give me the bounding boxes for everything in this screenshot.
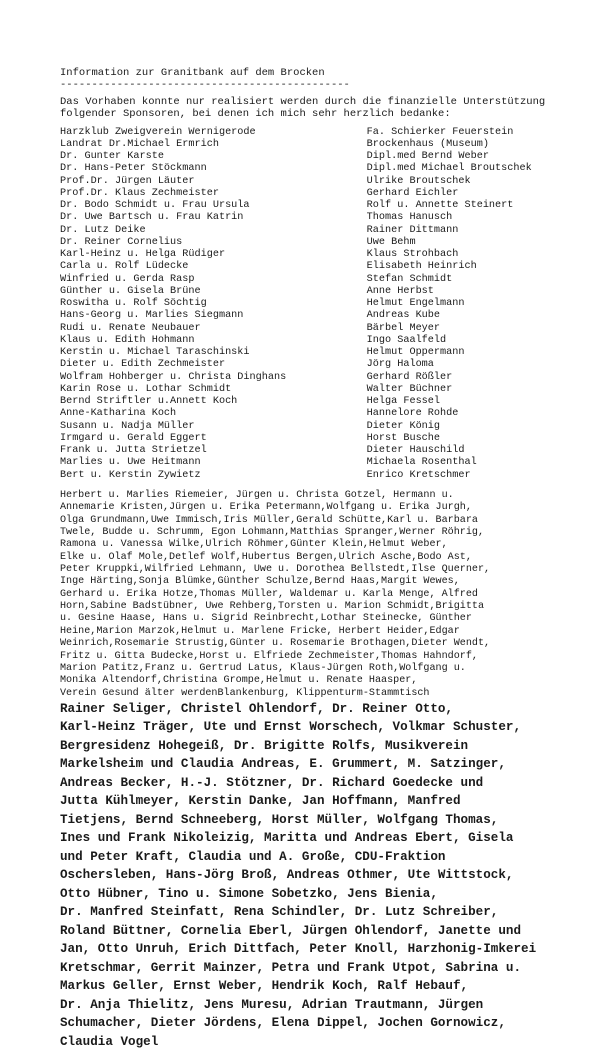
sponsor-name: Günther u. Gisela Brüne (60, 285, 201, 297)
sponsor-paragraph-bold (60, 700, 600, 1051)
sponsor-text-line: Annemarie Kristen,Jürgen u. Erika Petermann,Wolfgang u. Erika Jurgh, (60, 502, 472, 514)
sponsor-text-line: Weinrich,Rosemarie Strustig,Günter u. Rosemarie Brothagen,Dieter Wendt, (60, 638, 491, 650)
sponsor-name: Hannelore Rohde (366, 408, 459, 420)
sponsor-text-line: Olga Grundmann,Uwe Immisch,Iris Müller,Gerald Schütte,Karl u. Barbara (60, 514, 478, 526)
sponsor-name: Dieter König (366, 420, 441, 432)
sponsor-text-line: Inge Härting,Sonja Blümke,Günther Schulze,Bernd Haas,Margit Wewes, (60, 576, 460, 588)
sponsor-text-line: Horn,Sabine Badstübner, Uwe Rehberg,Torsten u. Marion Schmidt,Brigitta (60, 601, 485, 613)
sponsor-text-line: Ramona u. Vanessa Wilke,Ulrich Röhmer,Günter Klein,Helmut Weber, (60, 539, 448, 551)
sponsor-text-line: Jutta Kühlmeyer, Kerstin Danke, Jan Hoffmann, Manfred (60, 794, 461, 809)
sponsor-text-line: Monika Altendorf,Christina Grompe,Helmut u. Renate Haasper, (60, 675, 418, 687)
sponsor-text-line: Herbert u. Marlies Riemeier, Jürgen u. Christa Gotzel, Hermann u. (60, 489, 454, 501)
sponsor-name: Helmut Engelmann (366, 298, 465, 310)
sponsor-name: Jörg Haloma (366, 359, 434, 371)
sponsor-text-line: Peter Kruppki,Wilfried Lehmann, Uwe u. Dorothea Bellstedt,Ilse Querner, (60, 564, 491, 575)
sponsor-text-line: Rainer Seliger, Christel Ohlendorf, Dr. Reiner Otto, (60, 701, 453, 716)
sponsor-name: Gerhard Eichler (366, 187, 459, 199)
sponsor-text-line: u. Gesine Haase, Hans u. Sigrid Reinbrecht,Lothar Steinecke, Günther (60, 613, 472, 625)
sponsor-name: Dr. Hans-Peter Stöckmann (60, 163, 207, 175)
sponsor-text-line: Kretschmar, Gerrit Mainzer, Petra und Frank Utpot, Sabrina u. (60, 960, 522, 975)
sponsor-name: Ulrike Broutschek (366, 175, 471, 187)
sponsor-name: Klaus Strohbach (366, 249, 459, 261)
sponsor-text-line: Dr. Manfred Steinfatt, Rena Schindler, Dr. Lutz Schreiber, (60, 905, 499, 920)
sponsor-name: Stefan Schmidt (366, 273, 453, 285)
sponsor-name: Bärbel Meyer (366, 322, 441, 334)
sponsor-name: Helmut Oppermann (366, 347, 465, 359)
sponsor-text-line: Fritz u. Gitta Budecke,Horst u. Elfriede Zechmeister,Thomas Hahndorf, (60, 650, 478, 662)
sponsor-name: Winfried u. Gerda Rasp (60, 273, 195, 285)
sponsor-name: Roswitha u. Rolf Söchtig (60, 298, 207, 310)
sponsor-name: Landrat Dr.Michael Ermrich (60, 138, 219, 150)
sponsor-name: Helga Fessel (366, 396, 441, 408)
sponsor-name: Dieter u. Edith Zechmeister (60, 359, 226, 371)
sponsor-name: Elisabeth Heinrich (366, 261, 477, 273)
sponsor-name: Dipl.med Michael Broutschek (366, 163, 532, 175)
sponsor-name: Bert u. Kerstin Zywietz (60, 469, 201, 481)
sponsor-text-line: Otto Hübner, Tino u. Simone Sobetzko, Jens Bienia, (60, 886, 438, 901)
sponsor-name: Rolf u. Annette Steinert (366, 200, 514, 212)
sponsor-text-line: und Peter Kraft, Claudia und A. Große, CDU-Fraktion (60, 849, 446, 864)
sponsor-name: Michaela Rosenthal (366, 457, 477, 469)
sponsor-text-line: Verein Gesund älter werdenBlankenburg, Klippenturm-Stammtisch (60, 687, 430, 699)
sponsor-text-line: Heine,Marion Marzok,Helmut u. Marlene Fricke, Herbert Heider,Edgar (60, 625, 460, 637)
sponsor-name: Wolfram Hohberger u. Christa Dinghans (60, 371, 287, 383)
sponsor-name: Dr. Gunter Karste (60, 151, 164, 163)
sponsor-name: Brockenhaus (Museum) (366, 138, 489, 150)
sponsor-text-line: Roland Büttner, Cornelia Eberl, Jürgen Ohlendorf, Janette und (60, 923, 522, 938)
sponsor-name: Rainer Dittmann (366, 224, 459, 236)
sponsor-text-line: Jan, Otto Unruh, Erich Dittfach, Peter Knoll, Harzhonig-Imkerei (60, 942, 537, 957)
sponsor-name: Hans-Georg u. Marlies Siegmann (60, 310, 244, 322)
sponsor-name: Frank u. Jutta Strietzel (60, 445, 207, 457)
sponsor-name: Irmgard u. Gerald Eggert (60, 432, 207, 444)
sponsor-columns (60, 127, 585, 482)
sponsor-name: Dr. Lutz Deike (60, 224, 146, 236)
sponsor-name: Fa. Schierker Feuerstein (366, 126, 514, 138)
sponsor-text-line: Claudia Vogel (60, 1034, 159, 1049)
document-title: Information zur Granitbank auf dem Brocken (60, 67, 325, 79)
sponsor-list-right (367, 127, 585, 482)
sponsor-name: Carla u. Rolf Lüdecke (60, 261, 189, 273)
sponsor-text-line: Bergresidenz Hohegeiß, Dr. Brigitte Rolfs, Musikverein (60, 738, 469, 753)
sponsor-name: Rudi u. Renate Neubauer (60, 322, 201, 334)
sponsor-text-line: Schumacher, Dieter Jördens, Elena Dippel, Jochen Gornowicz, (60, 1016, 506, 1031)
sponsor-name: Dr. Reiner Cornelius (60, 236, 183, 248)
sponsor-name: Enrico Kretschmer (366, 469, 471, 481)
sponsor-text-line: Ines und Frank Nikoleizig, Maritta und Andreas Ebert, Gisela (60, 831, 514, 846)
sponsor-paragraph-typed (60, 490, 580, 700)
sponsor-text-line: Karl-Heinz Träger, Ute und Ernst Worschech, Volkmar Schuster, (60, 720, 522, 735)
intro-paragraph: Das Vorhaben konnte nur realisiert werden durch die finanzielle Unterstützung folgender Sponsoren, bei denen ich mich sehr herzlich bedanke: (60, 96, 546, 121)
sponsor-text-line: Dr. Anja Thielitz, Jens Muresu, Adrian Trautmann, Jürgen (60, 997, 484, 1012)
sponsor-name: Prof.Dr. Klaus Zechmeister (60, 187, 219, 199)
sponsor-name: Dieter Hauschild (366, 445, 465, 457)
sponsor-name: Horst Busche (366, 432, 441, 444)
title-underline: ---------------------------------------------- (60, 80, 350, 90)
sponsor-name: Andreas Kube (366, 310, 441, 322)
sponsor-text-line: Markelsheim und Claudia Andreas, E. Grummert, M. Satzinger, (60, 757, 506, 772)
sponsor-name: Anne Herbst (366, 285, 434, 297)
sponsor-name: Dr. Bodo Schmidt u. Frau Ursula (60, 200, 250, 212)
sponsor-text-line: Marion Patitz,Franz u. Gertrud Latus, Klaus-Jürgen Roth,Wolfgang u. (60, 662, 466, 674)
sponsor-name: Gerhard Rößler (366, 371, 453, 383)
sponsor-text-line: Gerhard u. Erika Hotze,Thomas Müller, Waldemar u. Karla Menge, Alfred (60, 588, 478, 600)
sponsor-name: Klaus u. Edith Hohmann (60, 334, 195, 346)
sponsor-name: Kerstin u. Michael Taraschinski (60, 347, 250, 359)
sponsor-text-line: Tietjens, Bernd Schneeberg, Horst Müller, Wolfgang Thomas, (60, 812, 499, 827)
sponsor-name: Ingo Saalfeld (366, 334, 447, 346)
sponsor-name: Uwe Behm (366, 236, 416, 248)
sponsor-name: Anne-Katharina Koch (60, 408, 177, 420)
sponsor-name: Karl-Heinz u. Helga Rüdiger (60, 249, 226, 261)
sponsor-name: Thomas Hanusch (366, 212, 453, 224)
sponsor-text-line: Andreas Becker, H.-J. Stötzner, Dr. Richard Goedecke und (60, 775, 484, 790)
sponsor-name: Dr. Uwe Bartsch u. Frau Katrin (60, 212, 244, 224)
sponsor-name: Marlies u. Uwe Heitmann (60, 457, 201, 469)
sponsor-name: Susann u. Nadja Müller (60, 420, 195, 432)
sponsor-name: Prof.Dr. Jürgen Läuter (60, 175, 195, 187)
sponsor-name: Harzklub Zweigverein Wernigerode (60, 126, 256, 138)
sponsor-text-line: Elke u. Olaf Mole,Detlef Wolf,Hubertus Bergen,Ulrich Asche,Bodo Ast, (60, 551, 472, 563)
sponsor-text-line: Markus Geller, Ernst Weber, Hendrik Koch, Ralf Hebauf, (60, 979, 469, 994)
sponsor-text-line: Oschersleben, Hans-Jörg Broß, Andreas Othmer, Ute Wittstock, (60, 868, 514, 883)
sponsor-name: Karin Rose u. Lothar Schmidt (60, 383, 232, 395)
sponsor-name: Dipl.med Bernd Weber (366, 151, 489, 163)
sponsor-list-left (60, 127, 367, 482)
sponsor-text-line: Twele, Budde u. Schrumm, Egon Lohmann,Matthias Spranger,Werner Röhrig, (60, 526, 485, 538)
sponsor-name: Walter Büchner (366, 383, 453, 395)
sponsor-name: Bernd Striftler u.Annett Koch (60, 396, 238, 408)
